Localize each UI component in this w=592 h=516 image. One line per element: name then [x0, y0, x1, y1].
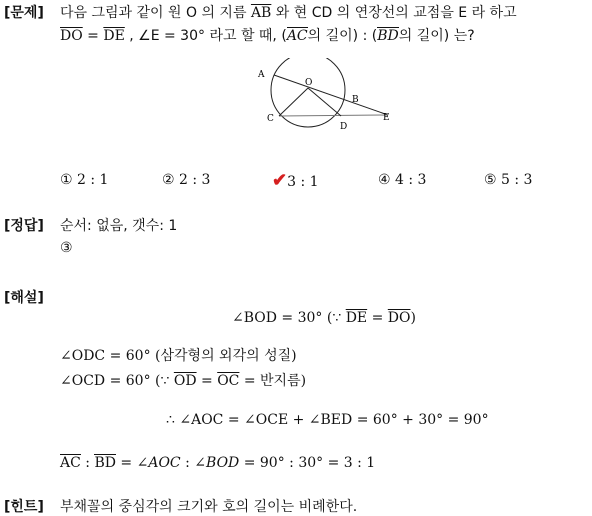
hint-text: 부채꼴의 중심각의 크기와 호의 길이는 비례한다. — [60, 499, 358, 515]
problem-line-1: 다음 그림과 같이 원 O 의 지름 $\overline{AB}$ 와 현 CD 의 연장선의 교점을 E 라 하고 — [60, 5, 517, 21]
choice-2[interactable]: ② 2 : 3 — [162, 172, 211, 188]
circle-o — [271, 58, 345, 127]
segment-oc — [279, 88, 308, 116]
label-a: A — [258, 70, 265, 80]
choice-5[interactable]: ⑤ 5 : 3 — [484, 172, 533, 188]
answer-line-2: ③ — [60, 240, 73, 256]
problem-line-2: $\overline{DO} = \overline{DE}$ , ∠E = 30° 라고 할 때, (AC의 길이) : (BD의 길이) 는? — [60, 28, 475, 44]
choice-3-label: 3 : 1 — [287, 174, 319, 190]
label-b: B — [352, 95, 359, 105]
choice-4[interactable]: ④ 4 : 3 — [378, 172, 427, 188]
explanation-eq-3: ∠OCD = 60° (∵ $\overline{OD} = \overline{OC}$ = 반지름) — [60, 373, 307, 389]
explanation-eq-1: ∠BOD = 30° (∵ $\overline{DE} = \overline{DO}$) — [232, 310, 416, 326]
diameter-ab-extended — [274, 75, 388, 115]
label-e: E — [383, 113, 390, 123]
explanation-eq-4: ∴ ∠AOC = ∠OCE + ∠BED = 60° + 30° = 90° — [166, 412, 489, 428]
chord-cd-extended — [279, 115, 388, 116]
answer-tag: [정답] — [4, 218, 44, 234]
explanation-tag: [해설] — [4, 290, 44, 306]
label-o: O — [305, 78, 313, 88]
explanation-eq-5: AC : BD = ∠AOC : ∠BOD = 90° : 30° = 3 : 1 — [60, 455, 376, 471]
choice-1[interactable]: ① 2 : 1 — [60, 172, 109, 188]
answer-line-1: 순서: 없음, 갯수: 1 — [60, 218, 178, 234]
label-d: D — [340, 122, 348, 130]
circle-figure — [255, 58, 395, 130]
explanation-eq-2: ∠ODC = 60° (삼각형의 외각의 성질) — [60, 348, 297, 364]
problem-tag: [문제] — [4, 5, 44, 21]
label-c: C — [267, 114, 274, 124]
hint-tag: [힌트] — [4, 499, 44, 515]
check-mark-icon: ✔ — [272, 170, 288, 191]
choice-3[interactable] — [272, 170, 319, 191]
